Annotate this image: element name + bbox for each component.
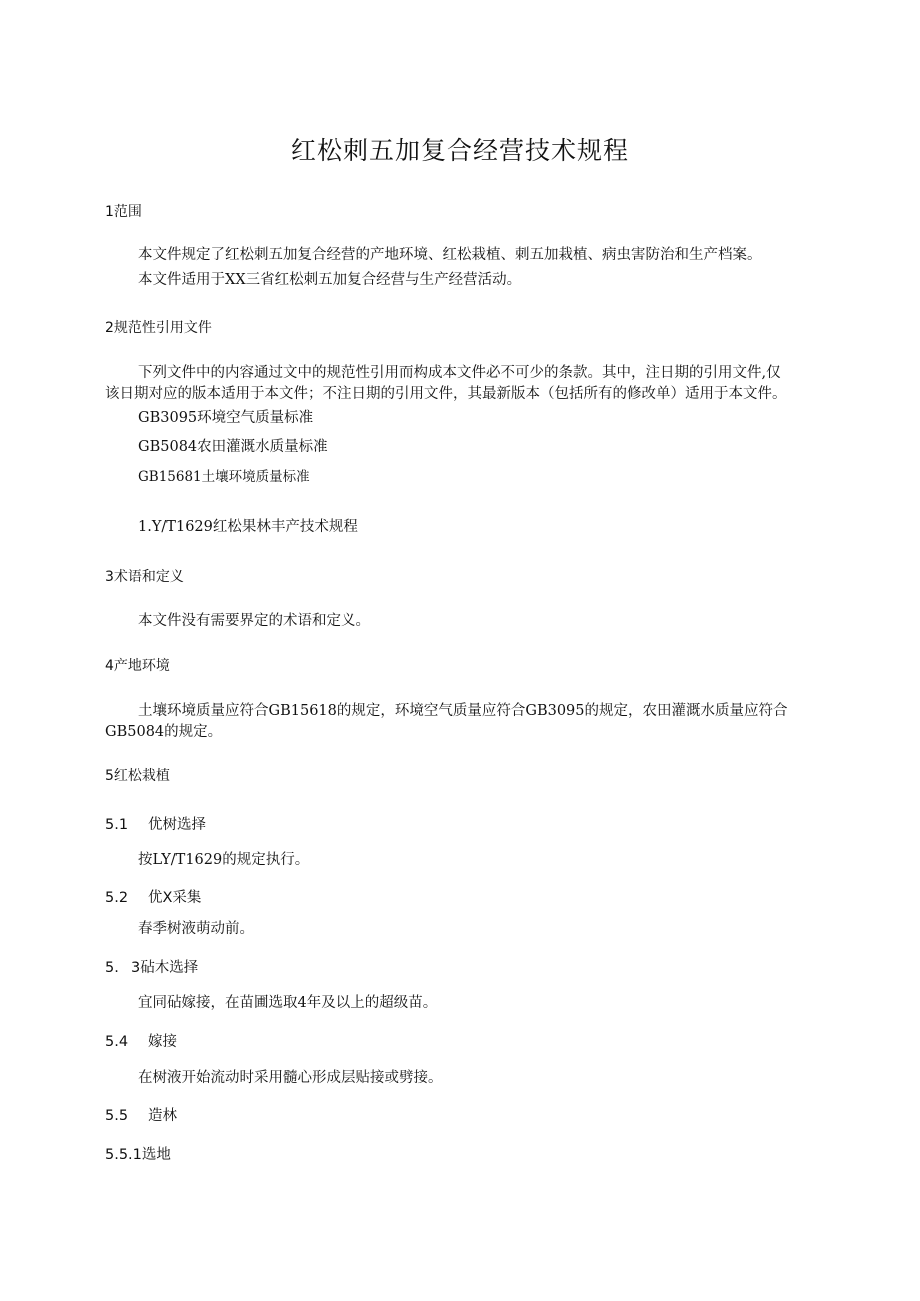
subsection-title: 优X采集 — [148, 890, 202, 906]
document-title: 红松刺五加复合经营技术规程 — [290, 136, 629, 165]
section-5-heading: 5红松栽植 — [105, 768, 170, 784]
subsection-number: 5.1 — [105, 817, 129, 833]
section-1-line-2: 本文件适用于XX三省红松刺五加复合经营与生产经营活动。 — [138, 272, 522, 288]
subsection-number: 5. — [105, 960, 119, 976]
section-1-line-1: 本文件规定了红松刺五加复合经营的产地环境、红松栽植、刺五加栽植、病虫害防治和生产档案。 — [138, 247, 762, 263]
subsection-body: 春季树液萌动前。 — [138, 921, 254, 937]
section-2-line-1: 下列文件中的内容通过文中的规范性引用而构成本文件必不可少的条款。其中，注日期的引用文件,仅 — [138, 365, 781, 381]
section-2-line-2: 该日期对应的版本适用于本文件；不注日期的引用文件，其最新版本（包括所有的修改单）适用于本文件。 — [105, 386, 787, 402]
section-4-line-2: GB5084的规定。 — [105, 724, 223, 740]
subsection-number: 5.2 — [105, 890, 129, 906]
subsection-body: 在树液开始流动时采用髓心形成层贴接或劈接。 — [138, 1070, 443, 1086]
subsection-title: 嫁接 — [148, 1034, 177, 1050]
section-3-line-1: 本文件没有需要界定的术语和定义。 — [138, 613, 370, 629]
subsection-title: 3砧木选择 — [131, 960, 199, 976]
subsection-title: 造林 — [148, 1108, 177, 1124]
reference-item: GB3095环境空气质量标准 — [138, 410, 314, 426]
subsection-title: 优树选择 — [148, 817, 206, 833]
section-1-heading: 1范围 — [105, 204, 142, 220]
subsection-5-5-1-heading: 5.5.1选地 — [105, 1147, 171, 1163]
section-4-heading: 4产地环境 — [105, 658, 170, 674]
reference-item: GB15681土壤环境质量标准 — [138, 469, 310, 485]
subsection-number: 5.4 — [105, 1034, 129, 1050]
reference-item: GB5084农田灌溉水质量标准 — [138, 439, 328, 455]
reference-item: 1.Y/T1629红松果林丰产技术规程 — [138, 519, 358, 535]
section-4-line-1: 土壤环境质量应符合GB15618的规定，环境空气质量应符合GB3095的规定，农田灌溉水质量应符合 — [138, 703, 788, 719]
section-3-heading: 3术语和定义 — [105, 569, 184, 585]
subsection-body: 按LY/T1629的规定执行。 — [138, 852, 310, 868]
subsection-body: 宜同砧嫁接，在苗圃选取4年及以上的超级苗。 — [138, 995, 438, 1011]
section-2-heading: 2规范性引用文件 — [105, 320, 212, 336]
subsection-number: 5.5 — [105, 1108, 129, 1124]
